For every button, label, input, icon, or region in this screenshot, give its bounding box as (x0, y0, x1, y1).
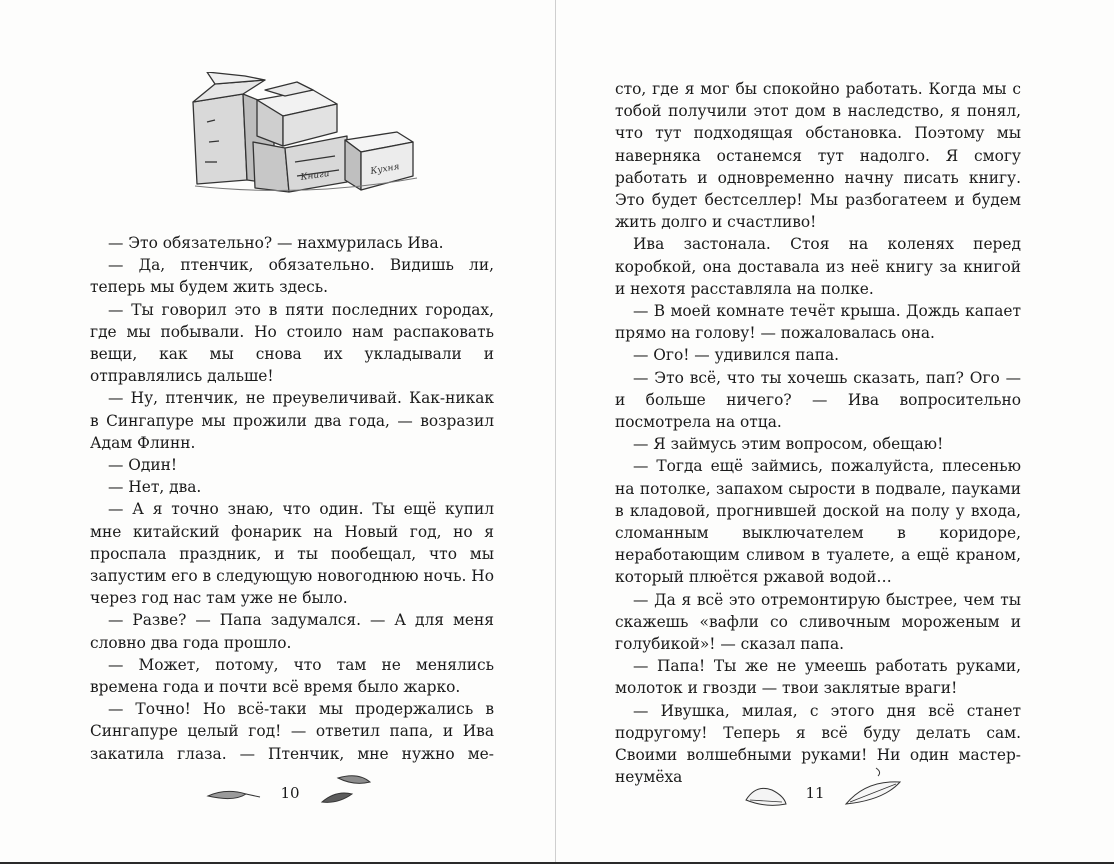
paragraph: — Один! (108, 456, 178, 475)
left-folio (200, 780, 380, 810)
paragraph: — Ивушка, милая, с этого дня всё станет подругому! Теперь я всё буду делать сам. Своими волшебными руками! Ни один мастер-неумёха (615, 701, 1021, 787)
paragraph: сто, где я мог бы спокойно работать. Когда мы с тобой получили этот дом в наследство, я понял, что тут подходящая обстановка. Поэтому мы наверняка останемся тут надолго. Я смогу работать и одновременно начну писать книгу. Это будет бестселлер! Мы разбогатеем и будем жить долго и счастливо! (615, 80, 1021, 232)
right-page (556, 0, 1114, 862)
page-number: 10 (280, 784, 300, 802)
leaf-icon (206, 788, 262, 804)
paragraph: — Ну, птенчик, не преувеличивай. Как-никак в Сингапуре мы прожили два года, — возразил Адам Флинн. (90, 389, 494, 452)
paragraph: — Да я всё это отремонтирую быстрее, чем ты скажешь «вафли со сливочным мороженым и голубикой»! — сказал папа. (615, 590, 1021, 654)
paragraph: — Точно! Но всё-таки мы продержались в Сингапуре целый год! — ответил папа, и Ива закатила глаза. — Птенчик, мне нужно ме- (90, 700, 494, 763)
paragraph: — Может, потому, что там не менялись времена года и почти всё время было жарко. (90, 655, 494, 697)
paragraph: — Папа! Ты же не умеешь работать руками, молоток и гвозди — твои заклятые враги! (615, 657, 1021, 698)
leaf-icon (742, 780, 792, 810)
paragraph: — Это всё, что ты хочешь сказать, пап? Ого — и больше ничего? — Ива вопросительно посмотрела на отца. (615, 368, 1021, 432)
box-label-books: Книги (300, 169, 331, 183)
paragraph: — Нет, два. (108, 478, 202, 497)
paragraph: — В моей комнате течёт крыша. Дождь капает прямо на голову! — пожаловалась она. (615, 302, 1021, 343)
paragraph: — А я точно знаю, что один. Ты ещё купил мне китайский фонарик на Новый год, но я проспала праздник, и ты пообещал, что мы запустим его в следующую новогоднюю ночь. Но через год нас там уже не было. (90, 500, 494, 608)
paragraph: — Я займусь этим вопросом, обещаю! (633, 435, 944, 454)
right-page-text (615, 78, 1021, 789)
paragraph: — Ты говорил это в пяти последних городах, где мы побывали. Но стоило нам распаковать вещи, как мы снова их укладывали и отправлялись дальше! (90, 300, 494, 386)
paragraph: — Тогда ещё займись, пожалуйста, плесенью на потолке, запахом сырости в подвале, пауками в кладовой, прогнившей доской на полу у входа, сломанным выключателем в коридоре, неработающим сливом в туалете, а ещё краном, который плюётся ржавой водой… (615, 457, 1021, 587)
box-label-kitchen: Кухня (369, 162, 401, 177)
page-number: 11 (805, 784, 825, 802)
paragraph: — Да, птенчик, обязательно. Видишь ли, теперь мы будем жить здесь. (90, 256, 494, 297)
paragraph: — Разве? — Папа задумался. — А для меня словно два года прошло. (90, 611, 494, 652)
paragraph: — Ого! — удивился папа. (633, 346, 840, 365)
boxes-illustration (185, 72, 425, 202)
leaf-icon (318, 772, 378, 806)
right-folio (742, 780, 932, 810)
left-page-text (90, 232, 494, 765)
leaf-icon (840, 766, 910, 810)
paragraph: — Это обязательно? — нахмурилась Ива. (108, 234, 444, 252)
left-page (0, 0, 556, 862)
paragraph: Ива застонала. Стоя на коленях перед коробкой, она доставала из неё книгу за книгой и нехотя расставляла на полке. (615, 235, 1021, 298)
